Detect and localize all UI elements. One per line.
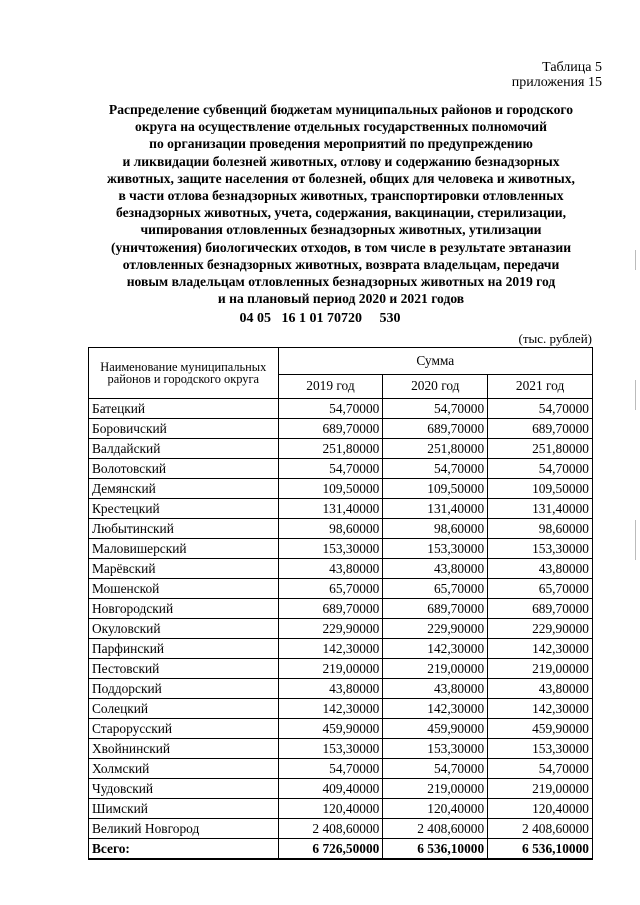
amount-2020: 142,30000 xyxy=(383,639,488,659)
amount-2021: 109,50000 xyxy=(488,479,593,499)
amount-2021: 689,70000 xyxy=(488,419,593,439)
district-name: Марёвский xyxy=(89,559,279,579)
amount-2019: 54,70000 xyxy=(278,459,383,479)
amount-2021: 120,40000 xyxy=(488,799,593,819)
title-line: (уничтожения) биологических отходов, в том числе в результате эвтаназии xyxy=(110,239,572,255)
amount-2021: 219,00000 xyxy=(488,779,593,799)
title-line: Распределение субвенций бюджетам муниципальных районов и городского xyxy=(108,102,574,117)
appendix-number: приложения 15 xyxy=(511,75,602,90)
unit-label: (тыс. рублей) xyxy=(518,331,592,346)
amount-2020: 219,00000 xyxy=(383,779,488,799)
table-row xyxy=(89,619,593,639)
amount-2020: 689,70000 xyxy=(383,599,488,619)
table-row xyxy=(89,419,593,439)
amount-2020: 120,40000 xyxy=(383,799,488,819)
district-name: Окуловский xyxy=(89,619,279,639)
table-row xyxy=(89,679,593,699)
amount-2020: 229,90000 xyxy=(383,619,488,639)
document-title xyxy=(78,101,604,307)
amount-2021: 98,60000 xyxy=(488,519,593,539)
amount-2021: 54,70000 xyxy=(488,399,593,419)
district-name: Батецкий xyxy=(89,399,279,419)
title-line: в части отлова безнадзорных животных, транспортировки отловленных xyxy=(118,188,564,204)
amount-2021: 153,30000 xyxy=(488,739,593,759)
table-row xyxy=(89,659,593,679)
amount-2021: 43,80000 xyxy=(488,679,593,699)
amount-2019: 43,80000 xyxy=(278,559,383,579)
amount-2020: 54,70000 xyxy=(383,399,488,419)
amount-2019: 54,70000 xyxy=(278,399,383,419)
amount-2019: 131,40000 xyxy=(278,499,383,519)
total-row xyxy=(89,839,593,860)
amount-2020: 153,30000 xyxy=(383,539,488,559)
amount-2021: 65,70000 xyxy=(488,579,593,599)
amount-2021: 131,40000 xyxy=(488,499,593,519)
table-row xyxy=(89,439,593,459)
district-name: Крестецкий xyxy=(89,499,279,519)
district-name: Холмский xyxy=(89,759,279,779)
district-name: Боровичский xyxy=(89,419,279,439)
title-line: чипирования отловленных безнадзорных животных, утилизации xyxy=(140,222,542,238)
table-number: Таблица 5 xyxy=(542,60,602,75)
scan-edge-mark xyxy=(635,250,636,270)
district-name: Хвойнинский xyxy=(89,739,279,759)
amount-2019: 65,70000 xyxy=(278,579,383,599)
amount-2021: 142,30000 xyxy=(488,699,593,719)
district-name: Солецкий xyxy=(89,699,279,719)
amount-2020: 459,90000 xyxy=(383,719,488,739)
amount-2019: 120,40000 xyxy=(278,799,383,819)
table-row xyxy=(89,559,593,579)
amount-2021: 54,70000 xyxy=(488,459,593,479)
table-row xyxy=(89,739,593,759)
amount-2020: 142,30000 xyxy=(383,699,488,719)
amount-2021: 142,30000 xyxy=(488,639,593,659)
amount-2019: 409,40000 xyxy=(278,779,383,799)
amount-2021: 229,90000 xyxy=(488,619,593,639)
amount-2019: 2 408,60000 xyxy=(278,819,383,839)
district-name: Старорусский xyxy=(89,719,279,739)
table-row xyxy=(89,519,593,539)
amount-2021: 2 408,60000 xyxy=(488,819,593,839)
title-line: животных, защите населения от болезней, общих для человека и животных, xyxy=(107,170,575,186)
title-line: и на плановый период 2020 и 2021 годов xyxy=(217,291,465,307)
amount-2020: 54,70000 xyxy=(383,459,488,479)
table-row xyxy=(89,819,593,839)
title-line: и ликвидации болезней животных, отлову и содержанию безнадзорных xyxy=(122,153,560,169)
amount-2021: 43,80000 xyxy=(488,559,593,579)
table-row xyxy=(89,479,593,499)
amount-2019: 251,80000 xyxy=(278,439,383,459)
amount-2020: 2 408,60000 xyxy=(383,819,488,839)
column-header-year: 2019 год xyxy=(278,374,383,398)
scan-edge-mark xyxy=(635,380,636,410)
amount-2019: 229,90000 xyxy=(278,619,383,639)
amount-2021: 251,80000 xyxy=(488,439,593,459)
total-2020: 6 536,10000 xyxy=(383,839,488,860)
district-name: Маловишерский xyxy=(89,539,279,559)
district-name: Демянский xyxy=(89,479,279,499)
district-name: Шимский xyxy=(89,799,279,819)
district-name: Любытинский xyxy=(89,519,279,539)
amount-2020: 153,30000 xyxy=(383,739,488,759)
district-name: Великий Новгород xyxy=(89,819,279,839)
table-row xyxy=(89,499,593,519)
table-row xyxy=(89,799,593,819)
table-row xyxy=(89,399,593,419)
amount-2019: 153,30000 xyxy=(278,539,383,559)
amount-2019: 153,30000 xyxy=(278,739,383,759)
amount-2020: 43,80000 xyxy=(383,679,488,699)
amount-2019: 689,70000 xyxy=(278,599,383,619)
amount-2019: 142,30000 xyxy=(278,639,383,659)
column-header-year: 2021 год xyxy=(488,374,593,398)
column-header-year: 2020 год xyxy=(383,374,488,398)
amount-2020: 43,80000 xyxy=(383,559,488,579)
title-line: безнадзорных животных, учета, содержания, вакцинации, стерилизации, xyxy=(115,205,567,221)
amount-2020: 65,70000 xyxy=(383,579,488,599)
amount-2021: 153,30000 xyxy=(488,539,593,559)
column-header-sum: Сумма xyxy=(278,348,592,375)
amount-2020: 219,00000 xyxy=(383,659,488,679)
table-reference xyxy=(512,60,602,90)
total-2021: 6 536,10000 xyxy=(488,839,593,860)
scan-edge-mark xyxy=(635,520,636,560)
amount-2019: 142,30000 xyxy=(278,699,383,719)
district-name: Волотовский xyxy=(89,459,279,479)
district-name: Пестовский xyxy=(89,659,279,679)
subsidy-table xyxy=(88,347,593,860)
amount-2019: 689,70000 xyxy=(278,419,383,439)
amount-2020: 98,60000 xyxy=(383,519,488,539)
total-2019: 6 726,50000 xyxy=(278,839,383,860)
table-row xyxy=(89,719,593,739)
district-name: Поддорский xyxy=(89,679,279,699)
title-line: округа на осуществление отдельных государственных полномочий xyxy=(135,119,547,135)
table-row xyxy=(89,639,593,659)
table-row xyxy=(89,779,593,799)
budget-code: 04 05 16 1 01 70720 530 xyxy=(239,311,401,326)
district-name: Парфинский xyxy=(89,639,279,659)
amount-2020: 131,40000 xyxy=(383,499,488,519)
district-name: Валдайский xyxy=(89,439,279,459)
district-name: Мошенской xyxy=(89,579,279,599)
title-line: отловленных безнадзорных животных, возврата владельцам, передачи xyxy=(122,256,560,272)
amount-2021: 219,00000 xyxy=(488,659,593,679)
amount-2021: 459,90000 xyxy=(488,719,593,739)
amount-2021: 689,70000 xyxy=(488,599,593,619)
amount-2019: 43,80000 xyxy=(278,679,383,699)
amount-2019: 98,60000 xyxy=(278,519,383,539)
amount-2020: 54,70000 xyxy=(383,759,488,779)
table-body xyxy=(89,399,593,839)
amount-2019: 219,00000 xyxy=(278,659,383,679)
amount-2020: 251,80000 xyxy=(383,439,488,459)
amount-2019: 54,70000 xyxy=(278,759,383,779)
amount-2021: 54,70000 xyxy=(488,759,593,779)
table-row xyxy=(89,459,593,479)
table-row xyxy=(89,579,593,599)
amount-2020: 109,50000 xyxy=(383,479,488,499)
amount-2020: 689,70000 xyxy=(383,419,488,439)
amount-2019: 109,50000 xyxy=(278,479,383,499)
total-label: Всего: xyxy=(89,839,279,860)
title-line: новым владельцам отловленных безнадзорных животных на 2019 год xyxy=(126,274,556,290)
table-row xyxy=(89,539,593,559)
table-row xyxy=(89,699,593,719)
amount-2019: 459,90000 xyxy=(278,719,383,739)
column-header-name: Наименование муниципальных районов и городского округа xyxy=(89,348,279,399)
district-name: Новгородский xyxy=(89,599,279,619)
table-row xyxy=(89,599,593,619)
table-row xyxy=(89,759,593,779)
district-name: Чудовский xyxy=(89,779,279,799)
title-line: по организации проведения мероприятий по предупреждению xyxy=(149,136,533,152)
